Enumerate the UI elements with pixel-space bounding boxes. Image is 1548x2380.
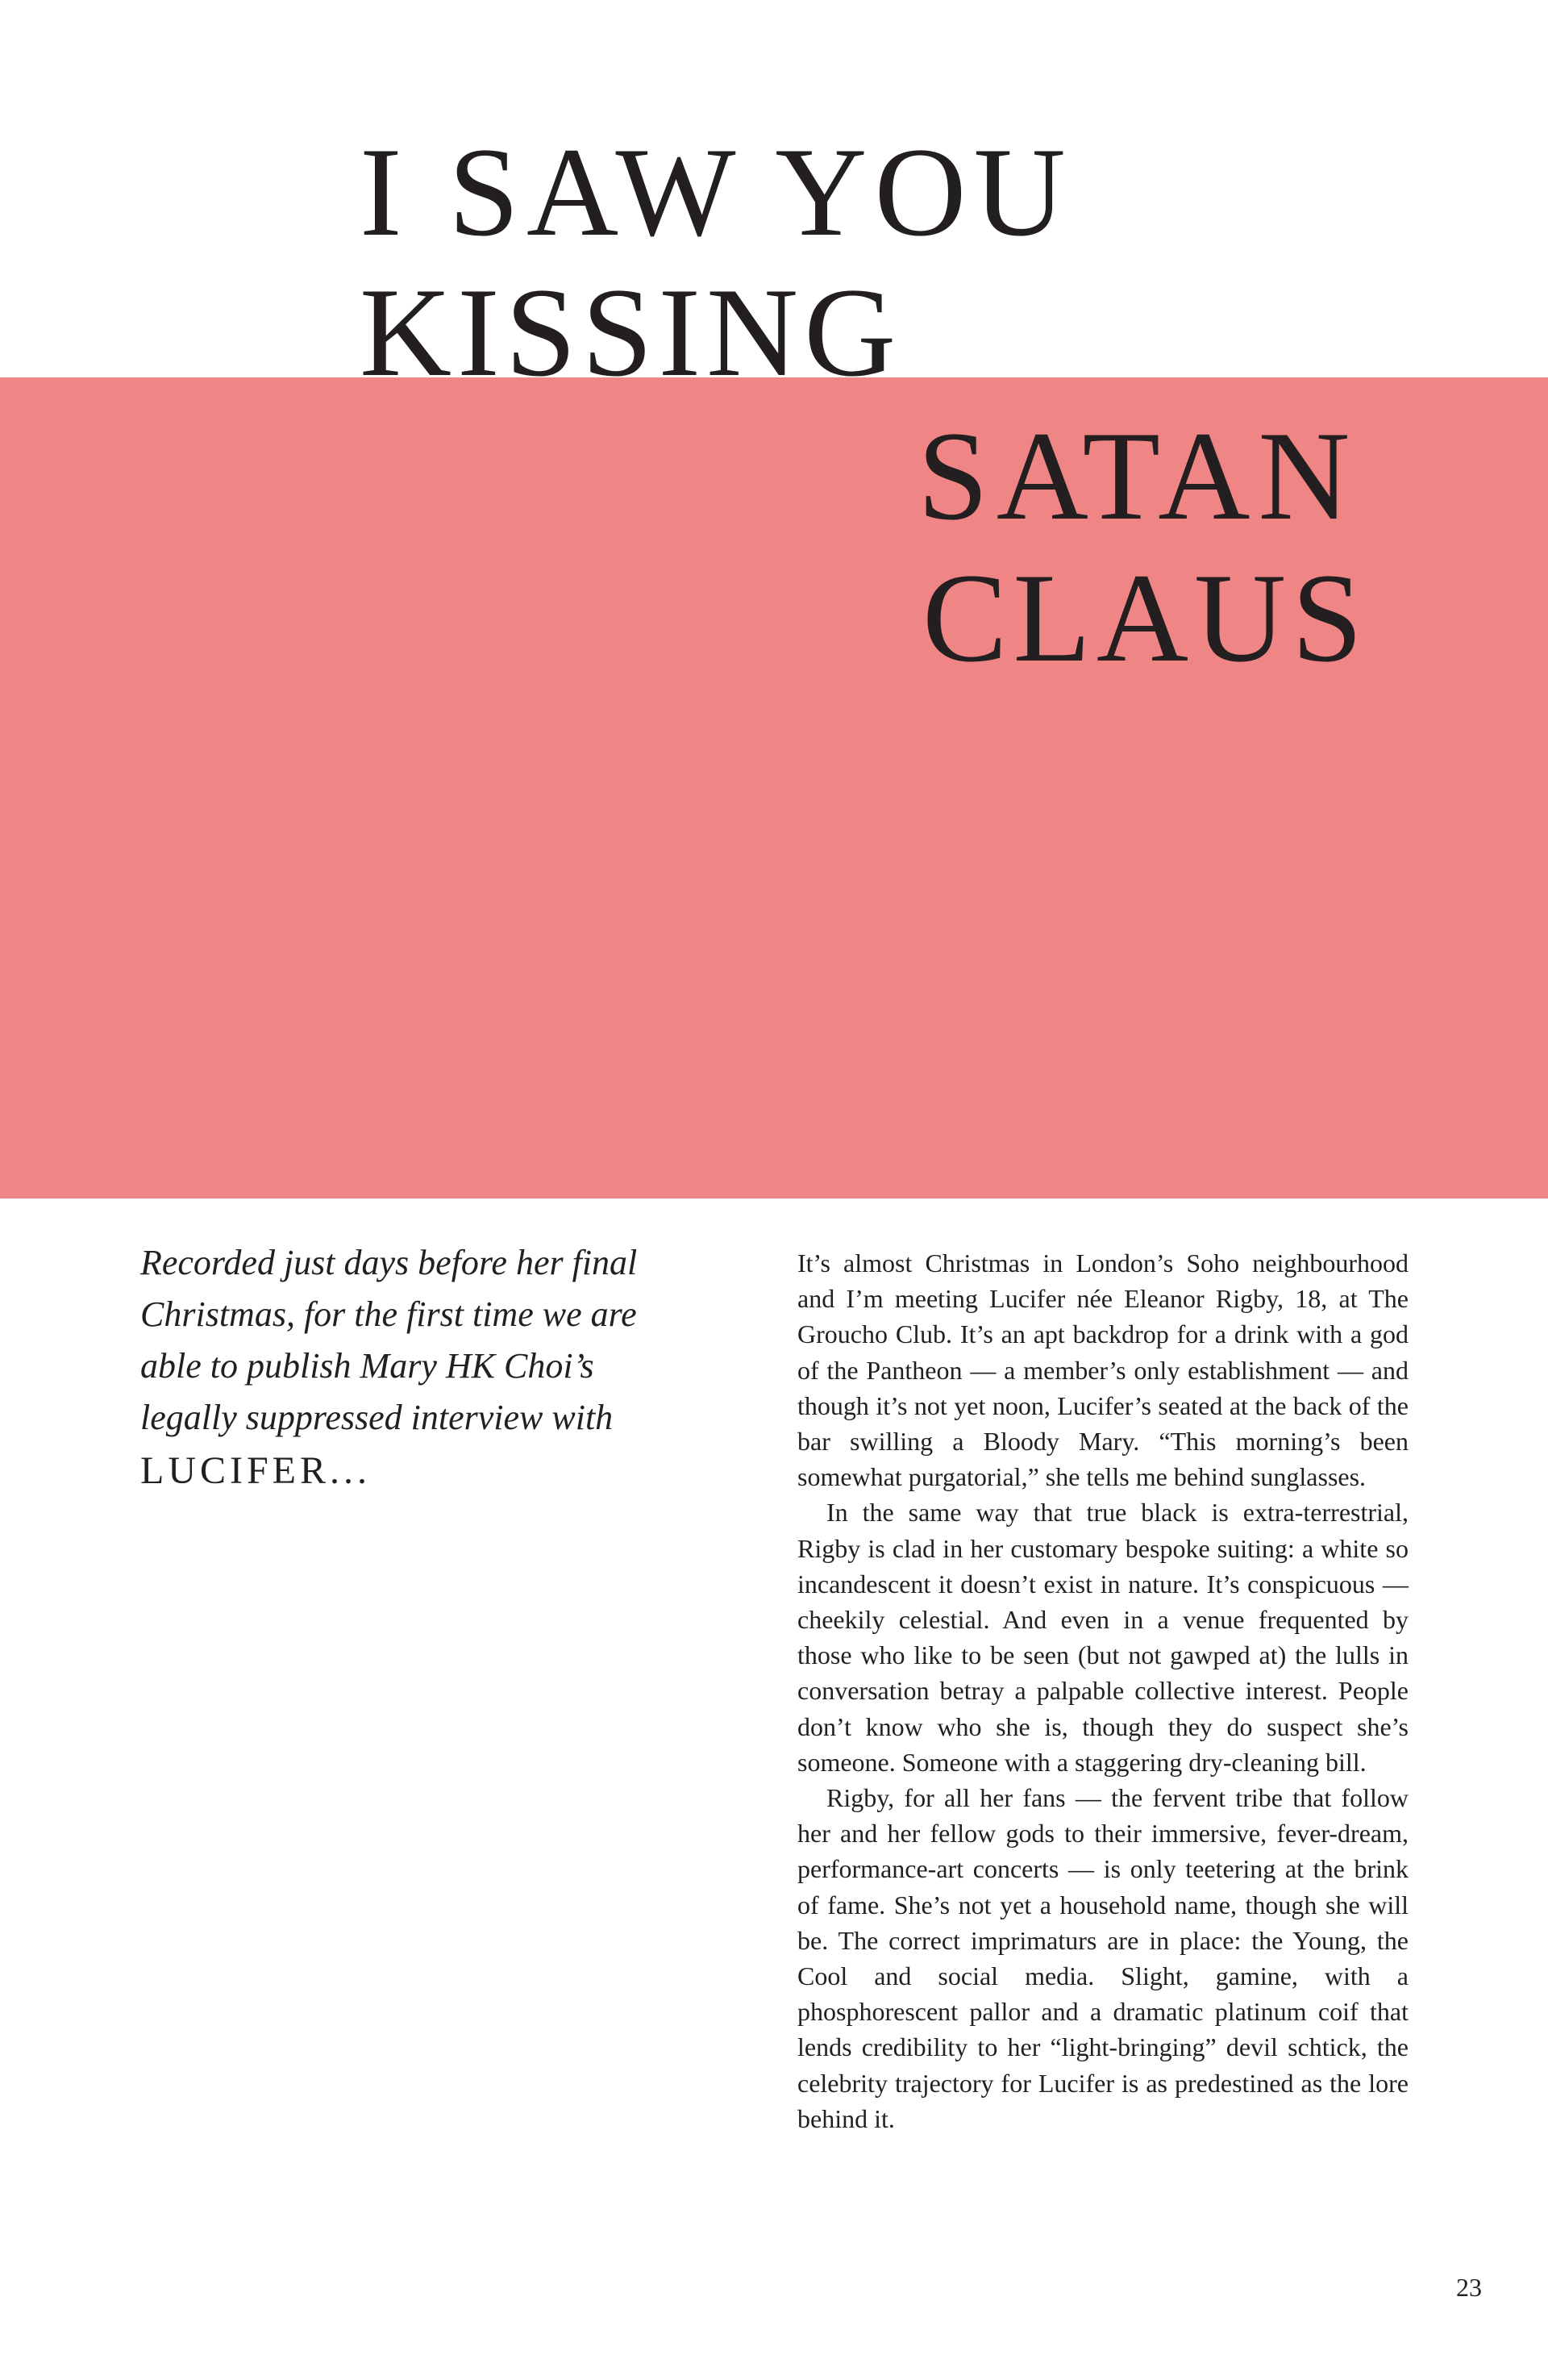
article-body xyxy=(797,1245,1409,2136)
standfirst-line: Recorded just days before her final xyxy=(140,1243,638,1282)
headline-line-3: SATAN xyxy=(918,406,1359,547)
headline-line-1: I SAW YOU xyxy=(360,122,1073,263)
standfirst-line: able to publish Mary HK Choi’s xyxy=(140,1346,594,1386)
standfirst xyxy=(140,1237,705,1497)
page-number: 23 xyxy=(1456,2273,1482,2302)
standfirst-line: legally suppressed interview with xyxy=(140,1398,614,1437)
article-paragraph: It’s almost Christmas in London’s Soho neighbourhood and I’m meeting Lucifer née Eleanor Rigby, 18, at The Groucho Club. It’s an apt backdrop for a drink with a god of the Pantheon — a member’s only establishment — and though it’s not yet noon, Lucifer’s seated at the back of the bar swilling a Bloody Mary. “This morning’s been somewhat purgatorial,” she tells me behind sunglasses. xyxy=(797,1248,1409,1492)
headline-line-4: CLAUS xyxy=(922,548,1368,689)
article-paragraph: In the same way that true black is extra-terrestrial, Rigby is clad in her customary bespoke suiting: a white so incandescent it doesn’t exist in nature. It’s conspicuous — cheekily celestial. And even in a venue frequented by those who like to be seen (but not gawped at) the lulls in conversation betray a palpable collective interest. People don’t know who she is, though they do suspect she’s someone. Someone with a staggering dry-cleaning bill. xyxy=(797,1498,1409,1777)
article-paragraph: Rigby, for all her fans — the fervent tribe that follow her and her fellow gods to their immersive, fever-dream, performance-art concerts — is only teetering at the brink of fame. She’s not yet a household name, though she will be. The correct imprimaturs are in place: the Young, the Cool and social media. Slight, gamine, with a phosphorescent pallor and a dramatic platinum coif that lends credibility to her “light-bringing” devil schtick, the celebrity trajectory for Lucifer is as predestined as the lore behind it. xyxy=(797,1783,1409,2133)
standfirst-subject-name: LUCIFER... xyxy=(140,1449,372,1492)
standfirst-line: Christmas, for the first time we are xyxy=(140,1294,637,1334)
headline-line-2: KISSING xyxy=(360,262,902,403)
